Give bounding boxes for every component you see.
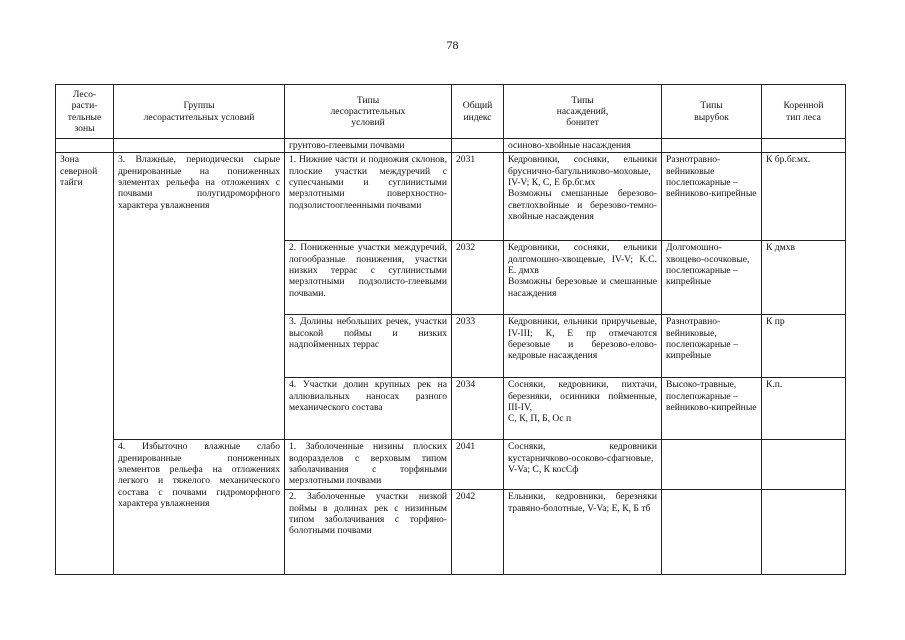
header-types: Типы лесорастительных условий	[330, 94, 406, 129]
group-label: 3. Влажные, периодически сырые дренированные на пониженных элементах рельефа на отложениях с почвами полугидроморфного характера увлажнения	[114, 153, 285, 440]
cuts-cell: Разнотравно-вейниковые, послепожарные – кипрейные	[662, 315, 762, 378]
zone-cell: Зона северной тайги	[56, 153, 114, 575]
header-groups: Группы лесорастительных условий	[143, 100, 255, 123]
header-row	[56, 85, 846, 139]
group-label: 4. Избыточно влажные слабо дренированные пониженных элементов рельефа на отложениях легкого и тяжелого механического состава с почвами гидроморфного характера увлажнения	[114, 440, 285, 575]
type-cell: 2. Заболоченные участки низкой поймы в долинах рек с низинным типом заболачивания с торфяно-болотными почвами	[285, 490, 452, 575]
continuation-row	[56, 139, 846, 153]
cuts-cell	[662, 490, 762, 575]
native-cell: К бр.бг.мх.	[762, 153, 846, 241]
header-zone: Лесо- расти- тельные зоны	[67, 89, 102, 134]
stands-cell: Ельники, кедровники, березняки травяно-болотные, V-Va; Е, К, Б тб	[504, 490, 662, 575]
native-cell: К дмхв	[762, 241, 846, 315]
type-cell: 2. Пониженные участки междуречий, логообразные понижения, участки низких террас с суглинистыми мерзлотными подзолисто-глеевыми почвами.	[285, 241, 452, 315]
type-cell: 4. Участки долин крупных рек на аллювиальных наносах разного механического состава	[285, 378, 452, 440]
native-cell: К пр	[762, 315, 846, 378]
header-cuts: Типы вырубок	[694, 100, 729, 123]
header-index: Общий индекс	[462, 100, 493, 123]
native-cell	[762, 440, 846, 490]
cuts-cell	[662, 440, 762, 490]
continuation-types: грунтово-глеевыми почвами	[285, 139, 452, 153]
type-cell: 3. Долины небольших речек, участки высокой поймы и низких надпойменных террас	[285, 315, 452, 378]
table-row	[56, 153, 846, 241]
index-cell: 2034	[452, 378, 504, 440]
header-native: Коренной тип леса	[783, 100, 824, 123]
stands-cell: Сосняки, кедровники, пихтачи, березняки, осинники пойменные, III-IV, С, К, П, Б, Ос п	[504, 378, 662, 440]
page-number: 78	[446, 38, 459, 52]
cuts-cell: Высоко-травные, послепожарные – вейниково-кипрейные	[662, 378, 762, 440]
stands-cell: Кедровники, сосняки, ельники долгомошно-хвощевые, IV-V; К.С. Е. дмхв Возможны березовые и смешанные насаждения	[504, 241, 662, 315]
index-cell: 2031	[452, 153, 504, 241]
continuation-stands: осиново-хвойные насаждения	[504, 139, 662, 153]
stands-cell: Кедровники, ельники приручьевые, IV-III; К, Е пр отмечаются березовые и березово-елово-кедровые насаждения	[504, 315, 662, 378]
index-cell: 2041	[452, 440, 504, 490]
forest-types-table	[55, 84, 846, 575]
index-cell: 2042	[452, 490, 504, 575]
cuts-cell: Долгомошно-хвощево-осочковые, послепожарные – кипрейные	[662, 241, 762, 315]
cuts-cell: Разнотравно-вейниковые послепожарные – вейниково-кипрейные	[662, 153, 762, 241]
native-cell: К.п.	[762, 378, 846, 440]
index-cell: 2032	[452, 241, 504, 315]
stands-cell: Сосняки, кедровники кустарничково-осоково-сфагновые, V-Va; С, К косСф	[504, 440, 662, 490]
native-cell	[762, 490, 846, 575]
stands-cell: Кедровники, сосняки, ельники бруснично-багульниково-моховые, IV-V; К, С, Е бр.бг.мх Возможны смешанные березово-светлохвойные и березово-темно-хвойные насаждения	[504, 153, 662, 241]
table-row	[56, 440, 846, 490]
header-stands: Типы насаждений, бонитет	[556, 94, 609, 129]
index-cell: 2033	[452, 315, 504, 378]
type-cell: 1. Заболоченные низины плоских водоразделов с верховым типом заболачивания с торфяными мерзлотными почвами	[285, 440, 452, 490]
type-cell: 1. Нижние части и подножия склонов, плоские участки междуречий с супесчаными и суглинистыми мерзлотными поверхностно-подзолистооглеенными почвами	[285, 153, 452, 241]
